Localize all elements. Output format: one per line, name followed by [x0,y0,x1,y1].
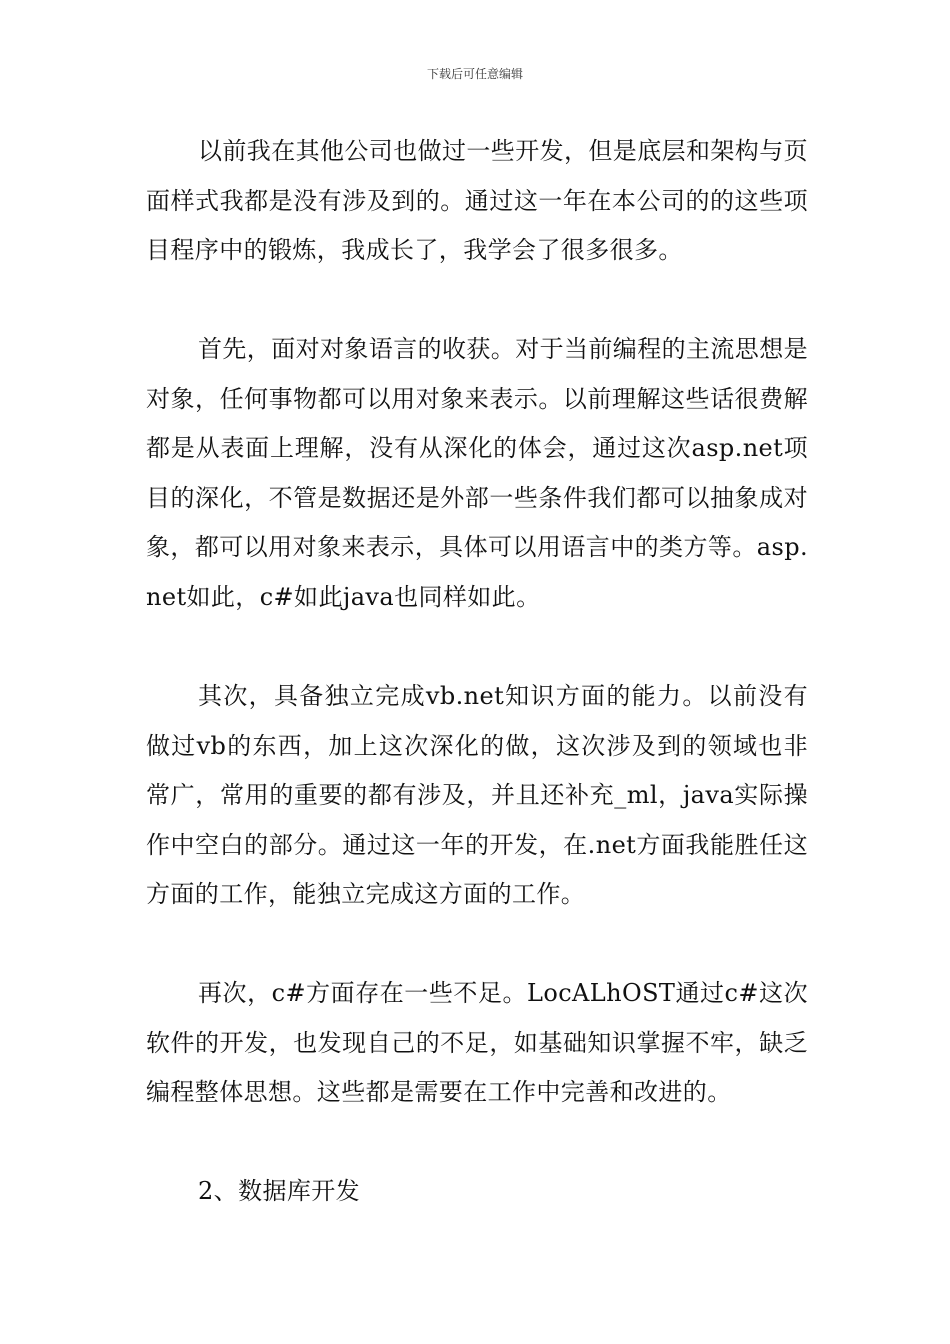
paragraph-3: 其次，具备独立完成vb.net知识方面的能力。以前没有做过vb的东西，加上这次深化的做，这次涉及到的领域也非常广，常用的重要的都有涉及，并且还补充_ml，java实际操作中空白的部分。通过这一年的开发，在.net方面我能胜任这方面的工作，能独立完成这方面的工作。 [146,682,808,908]
paragraph-2: 首先，面对对象语言的收获。对于当前编程的主流思想是对象，任何事物都可以用对象来表示。以前理解这些话很费解都是从表面上理解，没有从深化的体会，通过这次asp.net项目的深化，不管是数据还是外部一些条件我们都可以抽象成对象，都可以用对象来表示，具体可以用语言中的类方等。asp.net如此，c#如此java也同样如此。 [146,335,808,611]
section-heading: 2、数据库开发 [198,1177,361,1205]
paragraph-1: 以前我在其他公司也做过一些开发，但是底层和架构与页面样式我都是没有涉及到的。通过这一年在本公司的的这些项目程序中的锻炼，我成长了，我学会了很多很多。 [146,137,808,264]
page-header-note: 下载后可任意编辑 [426,67,523,81]
paragraph-4: 再次，c#方面存在一些不足。LocALhOST通过c#这次软件的开发，也发现自己的不足，如基础知识掌握不牢，缺乏编程整体思想。这些都是需要在工作中完善和改进的。 [146,979,808,1106]
